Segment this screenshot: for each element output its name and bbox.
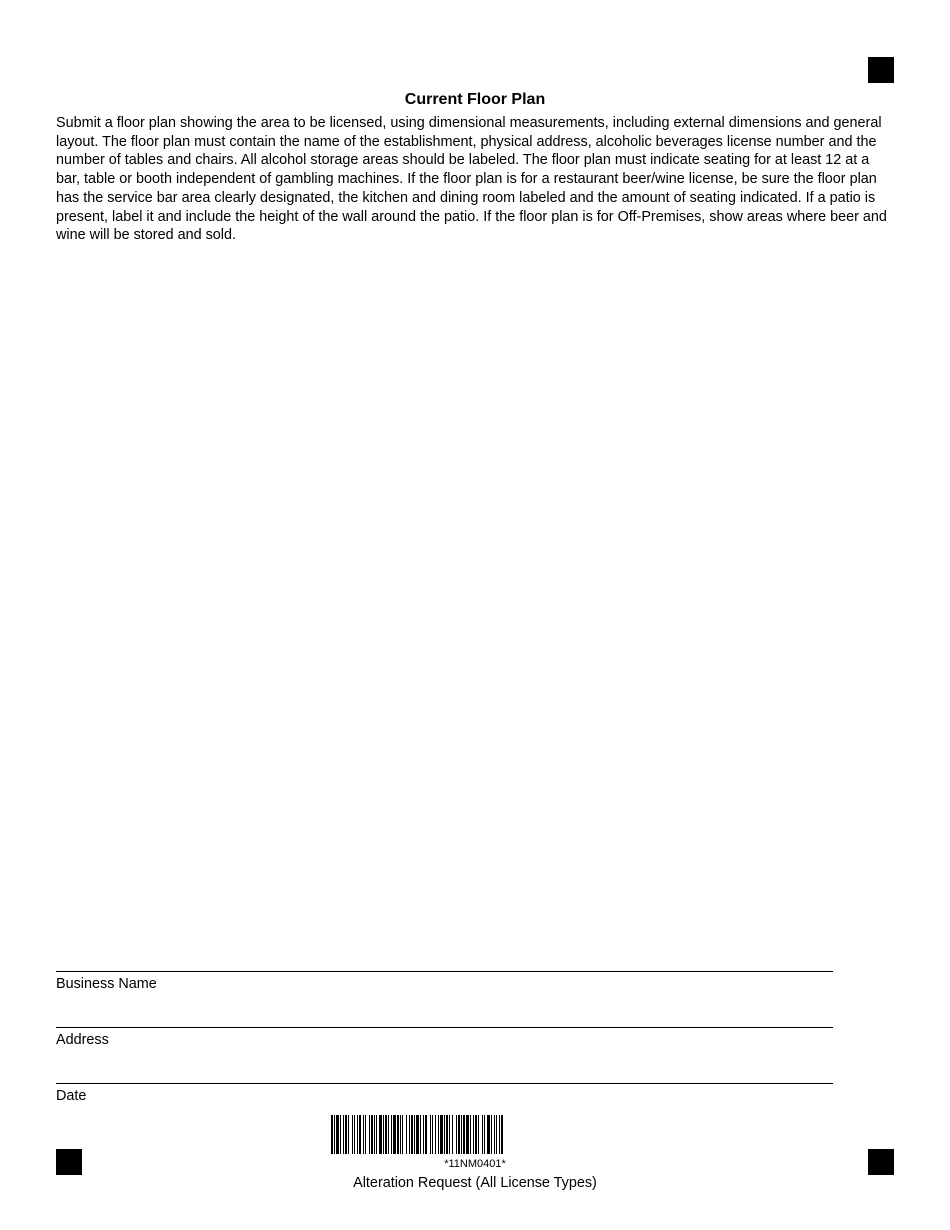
barcode-bar xyxy=(414,1115,415,1154)
barcode-bar xyxy=(478,1115,479,1154)
barcode-bar xyxy=(456,1115,457,1154)
date-label: Date xyxy=(56,1088,87,1104)
barcode-bar xyxy=(334,1115,335,1154)
barcode-bar xyxy=(352,1115,353,1154)
barcode-bar xyxy=(458,1115,460,1154)
barcode-bar xyxy=(501,1115,503,1154)
footer-form-name: Alteration Request (All License Types) xyxy=(353,1175,597,1191)
barcode-bar xyxy=(379,1115,382,1154)
barcode-text: *11NM0401* xyxy=(444,1158,506,1170)
barcode-bar xyxy=(406,1115,407,1154)
barcode-bar xyxy=(466,1115,469,1154)
barcode-bar xyxy=(340,1115,341,1154)
barcode-bar xyxy=(393,1115,396,1154)
barcode-bar xyxy=(345,1115,347,1154)
barcode-bar xyxy=(461,1115,462,1154)
barcode-bar xyxy=(385,1115,387,1154)
barcode-bar xyxy=(411,1115,413,1154)
address-field[interactable] xyxy=(56,1027,833,1049)
address-line[interactable] xyxy=(56,1027,833,1028)
business-name-field[interactable] xyxy=(56,971,833,993)
barcode-bar xyxy=(374,1115,375,1154)
barcode-bar xyxy=(416,1115,419,1154)
barcode-bar xyxy=(494,1115,495,1154)
barcode-bar xyxy=(425,1115,427,1154)
floor-plan-drawing-area[interactable] xyxy=(56,260,894,950)
barcode-bar xyxy=(432,1115,433,1154)
barcode-bar xyxy=(463,1115,465,1154)
barcode-bar xyxy=(388,1115,389,1154)
barcode-bar xyxy=(430,1115,431,1154)
instructions-text: Submit a floor plan showing the area to be licensed, using dimensional measurements, including external dimensions and general layout. The floor plan must contain the name of the establishment, physical address, alcoholic beverages license number and the number of tables and chairs. All alcohol storage areas should be labeled. The floor plan must indicate seating for at least 12 at a bar, table or booth independent of gambling machines. If the floor plan is for a restaurant beer/wine license, be sure the floor plan has the service bar area clearly designated, the kitchen and dining room labeled and the amount of seating indicated. If a patio is present, label it and include the height of the wall around the patio. If the floor plan is for Off-Premises, show areas where beer and wine will be stored and sold. xyxy=(56,115,887,244)
date-field[interactable] xyxy=(56,1083,833,1105)
barcode-bar xyxy=(371,1115,373,1154)
barcode-bar xyxy=(491,1115,492,1154)
barcode-bar xyxy=(354,1115,355,1154)
barcode-bar xyxy=(475,1115,477,1154)
barcode-bar xyxy=(473,1115,474,1154)
barcode-bar xyxy=(487,1115,490,1154)
barcode-bar xyxy=(484,1115,485,1154)
barcode-bar xyxy=(409,1115,410,1154)
barcode-bar xyxy=(452,1115,453,1154)
barcode-bar xyxy=(496,1115,497,1154)
barcode-bar xyxy=(435,1115,436,1154)
address-label: Address xyxy=(56,1032,109,1048)
barcode-bar xyxy=(446,1115,448,1154)
barcode-bar xyxy=(420,1115,421,1154)
page-title: Current Floor Plan xyxy=(404,91,546,108)
barcode-bar xyxy=(369,1115,370,1154)
barcode-bar xyxy=(470,1115,471,1154)
barcode-bar xyxy=(359,1115,361,1154)
barcode-bar xyxy=(348,1115,349,1154)
barcode-bar xyxy=(449,1115,450,1154)
barcode-bar xyxy=(402,1115,403,1154)
barcode-bar xyxy=(400,1115,401,1154)
barcode-bar xyxy=(331,1115,333,1154)
barcode-bar xyxy=(336,1115,339,1154)
barcode-bar xyxy=(376,1115,377,1154)
barcode-bar xyxy=(391,1115,392,1154)
barcode-bar xyxy=(444,1115,445,1154)
barcode-bar xyxy=(365,1115,366,1154)
barcode-bar xyxy=(440,1115,443,1154)
barcode-bar xyxy=(438,1115,439,1154)
barcode-bar xyxy=(383,1115,384,1154)
barcode-bar xyxy=(423,1115,424,1154)
barcode-bar xyxy=(363,1115,364,1154)
date-line[interactable] xyxy=(56,1083,833,1084)
business-name-label: Business Name xyxy=(56,976,157,992)
barcode-bar xyxy=(499,1115,500,1154)
business-name-line[interactable] xyxy=(56,971,833,972)
barcode-graphic xyxy=(331,1115,617,1154)
barcode-bar xyxy=(343,1115,344,1154)
barcode-bar xyxy=(397,1115,399,1154)
barcode-bar xyxy=(357,1115,358,1154)
barcode-bar xyxy=(482,1115,483,1154)
registration-mark-top-right xyxy=(868,57,894,83)
